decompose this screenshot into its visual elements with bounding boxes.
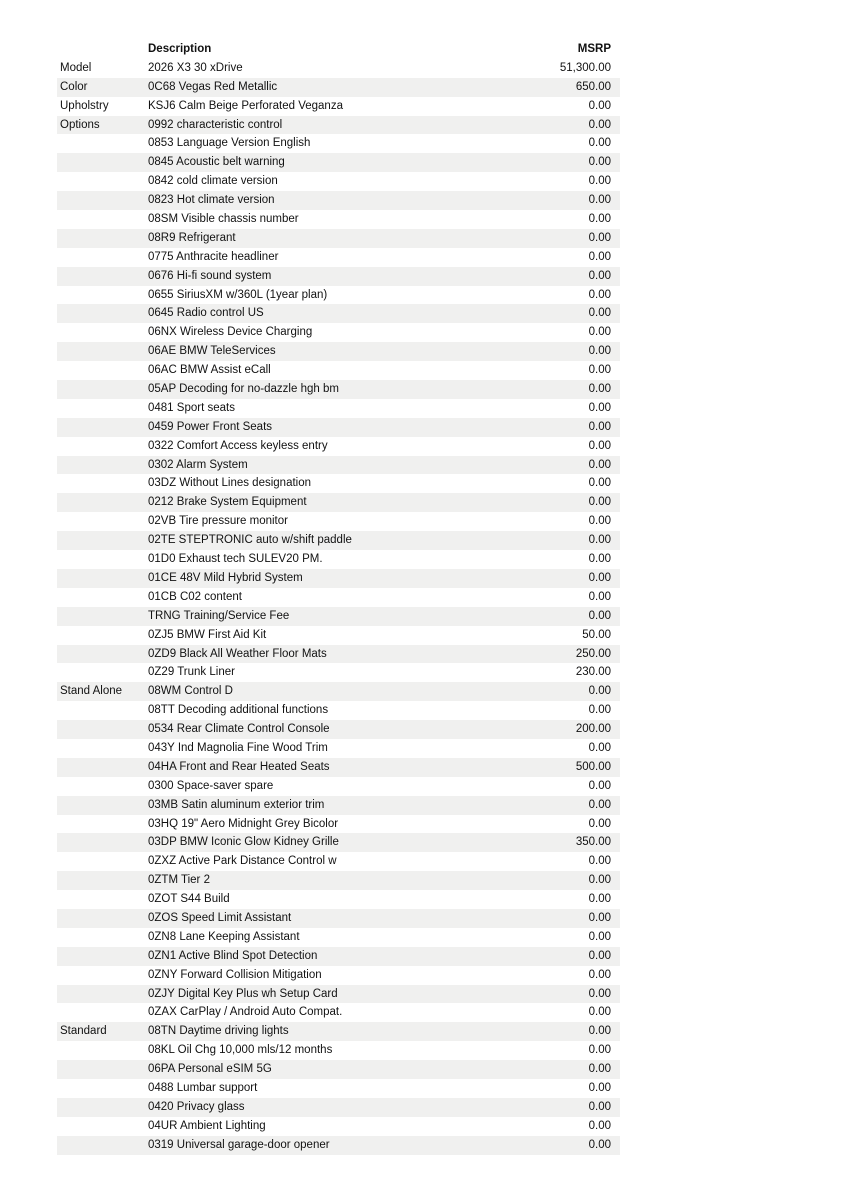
row-msrp: 0.00 bbox=[588, 156, 611, 169]
row-msrp: 0.00 bbox=[588, 250, 611, 263]
table-row bbox=[57, 645, 620, 664]
table-row bbox=[57, 777, 620, 796]
table-row bbox=[57, 437, 620, 456]
row-msrp: 200.00 bbox=[575, 723, 611, 736]
row-msrp: 0.00 bbox=[588, 364, 611, 377]
row-description: 0420 Privacy glass bbox=[148, 1100, 245, 1113]
table-row bbox=[57, 928, 620, 947]
row-msrp: 250.00 bbox=[575, 647, 611, 660]
row-msrp: 0.00 bbox=[588, 231, 611, 244]
table-row bbox=[57, 569, 620, 588]
table-row bbox=[57, 626, 620, 645]
table-row bbox=[57, 59, 620, 78]
vehicle-spec-table bbox=[57, 40, 620, 1155]
row-msrp: 0.00 bbox=[588, 779, 611, 792]
row-description: 0534 Rear Climate Control Console bbox=[148, 723, 330, 736]
table-row bbox=[57, 550, 620, 569]
row-description: 0302 Alarm System bbox=[148, 458, 248, 471]
row-msrp: 0.00 bbox=[588, 968, 611, 981]
row-msrp: 230.00 bbox=[575, 666, 611, 679]
row-description: 0ZTM Tier 2 bbox=[148, 874, 210, 887]
row-msrp: 0.00 bbox=[588, 704, 611, 717]
row-description: 01CE 48V Mild Hybrid System bbox=[148, 571, 303, 584]
table-row bbox=[57, 890, 620, 909]
table-header-row bbox=[57, 40, 620, 59]
table-row bbox=[57, 1003, 620, 1022]
row-description: 0823 Hot climate version bbox=[148, 194, 275, 207]
row-description: KSJ6 Calm Beige Perforated Veganza bbox=[148, 99, 343, 112]
row-msrp: 0.00 bbox=[588, 345, 611, 358]
table-row bbox=[57, 1022, 620, 1041]
row-msrp: 0.00 bbox=[588, 1063, 611, 1076]
table-row bbox=[57, 985, 620, 1004]
table-row bbox=[57, 1136, 620, 1155]
row-description: 0842 cold climate version bbox=[148, 175, 278, 188]
row-description: 043Y Ind Magnolia Fine Wood Trim bbox=[148, 741, 328, 754]
row-msrp: 0.00 bbox=[588, 741, 611, 754]
table-row bbox=[57, 248, 620, 267]
table-row bbox=[57, 1060, 620, 1079]
table-row bbox=[57, 286, 620, 305]
row-description: TRNG Training/Service Fee bbox=[148, 609, 290, 622]
row-msrp: 0.00 bbox=[588, 609, 611, 622]
row-category: Stand Alone bbox=[60, 685, 123, 698]
table-row bbox=[57, 815, 620, 834]
row-description: 0488 Lumbar support bbox=[148, 1081, 258, 1094]
header-description: Description bbox=[148, 43, 212, 55]
row-msrp: 0.00 bbox=[588, 911, 611, 924]
spec-table-body bbox=[57, 59, 620, 1155]
row-msrp: 50.00 bbox=[582, 628, 611, 641]
table-row bbox=[57, 191, 620, 210]
table-row bbox=[57, 701, 620, 720]
row-description: 0992 characteristic control bbox=[148, 118, 283, 131]
row-description: 0Z29 Trunk Liner bbox=[148, 666, 235, 679]
row-msrp: 0.00 bbox=[588, 269, 611, 282]
row-msrp: 0.00 bbox=[588, 288, 611, 301]
row-msrp: 0.00 bbox=[588, 477, 611, 490]
table-row bbox=[57, 210, 620, 229]
row-category: Options bbox=[60, 118, 100, 131]
row-category: Standard bbox=[60, 1025, 107, 1038]
table-row bbox=[57, 304, 620, 323]
row-msrp: 0.00 bbox=[588, 307, 611, 320]
table-row bbox=[57, 682, 620, 701]
row-description: 08KL Oil Chg 10,000 mls/12 months bbox=[148, 1044, 333, 1057]
row-msrp: 0.00 bbox=[588, 326, 611, 339]
row-msrp: 0.00 bbox=[588, 874, 611, 887]
row-description: 0845 Acoustic belt warning bbox=[148, 156, 285, 169]
row-description: 08TN Daytime driving lights bbox=[148, 1025, 289, 1038]
row-description: 0300 Space-saver spare bbox=[148, 779, 274, 792]
table-row bbox=[57, 720, 620, 739]
row-msrp: 0.00 bbox=[588, 420, 611, 433]
row-msrp: 0.00 bbox=[588, 118, 611, 131]
row-description: 03MB Satin aluminum exterior trim bbox=[148, 798, 325, 811]
table-row bbox=[57, 456, 620, 475]
row-description: 06NX Wireless Device Charging bbox=[148, 326, 313, 339]
row-msrp: 0.00 bbox=[588, 571, 611, 584]
row-msrp: 350.00 bbox=[575, 836, 611, 849]
row-msrp: 0.00 bbox=[588, 496, 611, 509]
row-msrp: 500.00 bbox=[575, 760, 611, 773]
row-description: 03HQ 19" Aero Midnight Grey Bicolor bbox=[148, 817, 339, 830]
table-row bbox=[57, 871, 620, 890]
table-row bbox=[57, 1079, 620, 1098]
table-row bbox=[57, 663, 620, 682]
row-category: Model bbox=[60, 61, 92, 74]
table-row bbox=[57, 380, 620, 399]
row-description: 0676 Hi-fi sound system bbox=[148, 269, 272, 282]
row-description: 0459 Power Front Seats bbox=[148, 420, 273, 433]
row-msrp: 51,300.00 bbox=[559, 61, 611, 74]
table-row bbox=[57, 607, 620, 626]
row-msrp: 0.00 bbox=[588, 590, 611, 603]
row-msrp: 0.00 bbox=[588, 515, 611, 528]
table-row bbox=[57, 474, 620, 493]
row-description: 05AP Decoding for no-dazzle hgh bm bbox=[148, 383, 339, 396]
row-description: 0ZJ5 BMW First Aid Kit bbox=[148, 628, 267, 641]
row-msrp: 0.00 bbox=[588, 817, 611, 830]
table-row bbox=[57, 512, 620, 531]
table-row bbox=[57, 796, 620, 815]
table-row bbox=[57, 153, 620, 172]
row-description: 02VB Tire pressure monitor bbox=[148, 515, 288, 528]
row-description: 04UR Ambient Lighting bbox=[148, 1119, 266, 1132]
row-description: 06PA Personal eSIM 5G bbox=[148, 1063, 272, 1076]
table-row bbox=[57, 739, 620, 758]
row-msrp: 0.00 bbox=[588, 1025, 611, 1038]
table-row bbox=[57, 97, 620, 116]
row-msrp: 0.00 bbox=[588, 1100, 611, 1113]
row-msrp: 0.00 bbox=[588, 401, 611, 414]
row-msrp: 0.00 bbox=[588, 930, 611, 943]
table-row bbox=[57, 531, 620, 550]
row-msrp: 0.00 bbox=[588, 1138, 611, 1151]
row-msrp: 0.00 bbox=[588, 685, 611, 698]
row-description: 0ZXZ Active Park Distance Control w bbox=[148, 855, 337, 868]
table-row bbox=[57, 172, 620, 191]
table-row bbox=[57, 493, 620, 512]
row-msrp: 650.00 bbox=[575, 80, 611, 93]
row-msrp: 0.00 bbox=[588, 439, 611, 452]
row-category: Color bbox=[60, 80, 88, 93]
header-msrp: MSRP bbox=[577, 43, 611, 55]
table-row bbox=[57, 966, 620, 985]
row-description: 02TE STEPTRONIC auto w/shift paddle bbox=[148, 534, 352, 547]
row-description: 0319 Universal garage-door opener bbox=[148, 1138, 330, 1151]
table-row bbox=[57, 909, 620, 928]
table-row bbox=[57, 134, 620, 153]
table-row bbox=[57, 267, 620, 286]
table-row bbox=[57, 399, 620, 418]
table-row bbox=[57, 116, 620, 135]
row-description: 0ZN8 Lane Keeping Assistant bbox=[148, 930, 300, 943]
table-row bbox=[57, 1041, 620, 1060]
row-description: 0481 Sport seats bbox=[148, 401, 235, 414]
row-msrp: 0.00 bbox=[588, 383, 611, 396]
row-description: 0ZAX CarPlay / Android Auto Compat. bbox=[148, 1006, 343, 1019]
row-description: 08TT Decoding additional functions bbox=[148, 704, 329, 717]
row-msrp: 0.00 bbox=[588, 798, 611, 811]
table-row bbox=[57, 229, 620, 248]
row-msrp: 0.00 bbox=[588, 893, 611, 906]
row-msrp: 0.00 bbox=[588, 137, 611, 150]
row-msrp: 0.00 bbox=[588, 194, 611, 207]
row-description: 03DP BMW Iconic Glow Kidney Grille bbox=[148, 836, 339, 849]
row-description: 0C68 Vegas Red Metallic bbox=[148, 80, 278, 93]
row-description: 08WM Control D bbox=[148, 685, 233, 698]
row-msrp: 0.00 bbox=[588, 534, 611, 547]
row-description: 08R9 Refrigerant bbox=[148, 231, 236, 244]
table-row bbox=[57, 758, 620, 777]
row-msrp: 0.00 bbox=[588, 949, 611, 962]
row-msrp: 0.00 bbox=[588, 458, 611, 471]
row-description: 01CB C02 content bbox=[148, 590, 242, 603]
row-description: 01D0 Exhaust tech SULEV20 PM. bbox=[148, 553, 323, 566]
row-msrp: 0.00 bbox=[588, 213, 611, 226]
row-description: 08SM Visible chassis number bbox=[148, 213, 299, 226]
row-description: 0ZOS Speed Limit Assistant bbox=[148, 911, 292, 924]
table-row bbox=[57, 323, 620, 342]
row-description: 0ZD9 Black All Weather Floor Mats bbox=[148, 647, 327, 660]
table-row bbox=[57, 78, 620, 97]
row-description: 03DZ Without Lines designation bbox=[148, 477, 312, 490]
row-description: 0322 Comfort Access keyless entry bbox=[148, 439, 328, 452]
table-row bbox=[57, 588, 620, 607]
row-msrp: 0.00 bbox=[588, 553, 611, 566]
row-description: 04HA Front and Rear Heated Seats bbox=[148, 760, 330, 773]
row-description: 0ZJY Digital Key Plus wh Setup Card bbox=[148, 987, 338, 1000]
row-msrp: 0.00 bbox=[588, 1081, 611, 1094]
row-msrp: 0.00 bbox=[588, 1044, 611, 1057]
row-category: Upholstry bbox=[60, 99, 109, 112]
table-row bbox=[57, 342, 620, 361]
table-row bbox=[57, 1117, 620, 1136]
row-msrp: 0.00 bbox=[588, 1006, 611, 1019]
table-row bbox=[57, 852, 620, 871]
row-description: 0853 Language Version English bbox=[148, 137, 311, 150]
row-description: 0775 Anthracite headliner bbox=[148, 250, 279, 263]
row-msrp: 0.00 bbox=[588, 99, 611, 112]
row-description: 0ZN1 Active Blind Spot Detection bbox=[148, 949, 318, 962]
row-description: 06AE BMW TeleServices bbox=[148, 345, 276, 358]
row-description: 2026 X3 30 xDrive bbox=[148, 61, 243, 74]
row-description: 06AC BMW Assist eCall bbox=[148, 364, 271, 377]
table-row bbox=[57, 947, 620, 966]
table-row bbox=[57, 833, 620, 852]
row-msrp: 0.00 bbox=[588, 1119, 611, 1132]
table-row bbox=[57, 418, 620, 437]
row-description: 0212 Brake System Equipment bbox=[148, 496, 307, 509]
table-row bbox=[57, 1098, 620, 1117]
row-description: 0ZOT S44 Build bbox=[148, 893, 230, 906]
row-msrp: 0.00 bbox=[588, 987, 611, 1000]
row-msrp: 0.00 bbox=[588, 175, 611, 188]
row-description: 0645 Radio control US bbox=[148, 307, 264, 320]
row-description: 0ZNY Forward Collision Mitigation bbox=[148, 968, 322, 981]
row-description: 0655 SiriusXM w/360L (1year plan) bbox=[148, 288, 328, 301]
row-msrp: 0.00 bbox=[588, 855, 611, 868]
table-row bbox=[57, 361, 620, 380]
